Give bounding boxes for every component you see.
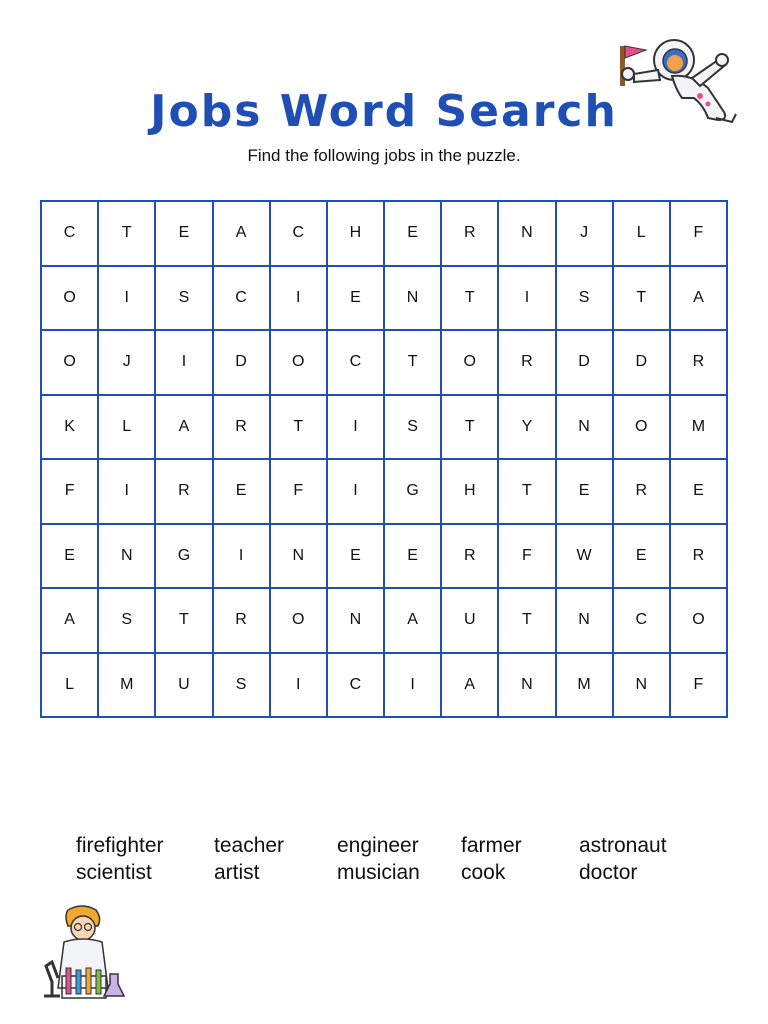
word-item: musician [337, 861, 420, 884]
grid-cell: D [556, 330, 613, 395]
grid-cell: C [613, 588, 670, 653]
grid-cell: L [41, 653, 98, 718]
grid-cell: R [213, 395, 270, 460]
grid-cell: F [41, 459, 98, 524]
grid-cell: M [98, 653, 155, 718]
grid-cell: O [441, 330, 498, 395]
word-list-column [579, 832, 699, 886]
grid-cell: M [556, 653, 613, 718]
grid-cell: O [41, 266, 98, 331]
grid-cell: N [98, 524, 155, 589]
grid-cell: H [441, 459, 498, 524]
grid-cell: C [41, 201, 98, 266]
grid-cell: T [441, 266, 498, 331]
grid-cell: R [213, 588, 270, 653]
word-item: firefighter [76, 834, 164, 857]
grid-cell: I [327, 395, 384, 460]
grid-cell: T [498, 459, 555, 524]
grid-cell: I [270, 266, 327, 331]
word-list-column [76, 832, 214, 886]
grid-cell: I [384, 653, 441, 718]
grid-cell: G [384, 459, 441, 524]
grid-cell: E [384, 201, 441, 266]
word-list [76, 832, 699, 886]
word-list-column [461, 832, 579, 886]
grid-cell: O [270, 588, 327, 653]
grid-cell: R [155, 459, 212, 524]
grid-cell: D [213, 330, 270, 395]
grid-cell: E [327, 524, 384, 589]
grid-cell: R [441, 201, 498, 266]
grid-cell: A [384, 588, 441, 653]
grid-cell: F [670, 653, 727, 718]
word-item: teacher [214, 834, 285, 857]
grid-cell: I [498, 266, 555, 331]
grid-cell: L [613, 201, 670, 266]
word-list-column [337, 832, 461, 886]
grid-cell: R [613, 459, 670, 524]
grid-cell: A [155, 395, 212, 460]
grid-cell: S [98, 588, 155, 653]
grid-cell: F [270, 459, 327, 524]
grid-cell: E [613, 524, 670, 589]
grid-cell: R [670, 524, 727, 589]
grid-cell: C [213, 266, 270, 331]
grid-cell: G [155, 524, 212, 589]
grid-cell: A [41, 588, 98, 653]
grid-cell: Y [498, 395, 555, 460]
grid-cell: I [155, 330, 212, 395]
grid-cell: S [213, 653, 270, 718]
grid-cell: N [270, 524, 327, 589]
grid-cell: O [670, 588, 727, 653]
grid-cell: N [327, 588, 384, 653]
grid-cell: T [98, 201, 155, 266]
grid-cell: H [327, 201, 384, 266]
word-search-grid [40, 200, 728, 718]
grid-cell: N [613, 653, 670, 718]
grid-cell: E [213, 459, 270, 524]
grid-cell: F [498, 524, 555, 589]
word-item: doctor [579, 861, 638, 884]
grid-cell: I [270, 653, 327, 718]
grid-cell: E [155, 201, 212, 266]
grid-cell: N [556, 395, 613, 460]
word-list-column [214, 832, 337, 886]
grid-cell: T [498, 588, 555, 653]
grid-cell: N [556, 588, 613, 653]
grid-cell: O [41, 330, 98, 395]
grid-cell: T [384, 330, 441, 395]
astronaut-illustration [612, 26, 742, 126]
grid-cell: R [670, 330, 727, 395]
scientist-illustration [38, 902, 128, 1002]
grid-cell: F [670, 201, 727, 266]
word-item: engineer [337, 834, 419, 857]
grid-cell: U [441, 588, 498, 653]
grid-cell: E [41, 524, 98, 589]
grid-cell: A [213, 201, 270, 266]
grid-cell: R [441, 524, 498, 589]
grid-cell: T [270, 395, 327, 460]
grid-cell: N [498, 653, 555, 718]
grid-cell: A [670, 266, 727, 331]
grid-cell: J [556, 201, 613, 266]
grid-cell: N [498, 201, 555, 266]
grid-cell: J [98, 330, 155, 395]
grid-cell: I [98, 459, 155, 524]
word-item: scientist [76, 861, 152, 884]
grid-cell: I [98, 266, 155, 331]
word-item: astronaut [579, 834, 667, 857]
instructions: Find the following jobs in the puzzle. [247, 146, 521, 165]
grid-cell: O [270, 330, 327, 395]
grid-cell: M [670, 395, 727, 460]
grid-cell: I [213, 524, 270, 589]
grid-cell: S [556, 266, 613, 331]
grid-cell: E [556, 459, 613, 524]
page-title: Jobs Word Search [150, 86, 618, 137]
word-item: farmer [461, 834, 522, 857]
grid-cell: W [556, 524, 613, 589]
grid-cell: D [613, 330, 670, 395]
grid-cell: C [327, 330, 384, 395]
grid-cell: T [441, 395, 498, 460]
grid-cell: T [155, 588, 212, 653]
grid-cell: S [155, 266, 212, 331]
word-item: cook [461, 861, 506, 884]
grid-cell: U [155, 653, 212, 718]
grid-cell: N [384, 266, 441, 331]
grid-cell: E [384, 524, 441, 589]
grid-cell: E [670, 459, 727, 524]
grid-cell: R [498, 330, 555, 395]
grid-cell: I [327, 459, 384, 524]
grid-cell: C [270, 201, 327, 266]
grid-cell: S [384, 395, 441, 460]
grid-cell: K [41, 395, 98, 460]
grid-cell: L [98, 395, 155, 460]
grid-cell: O [613, 395, 670, 460]
word-item: artist [214, 861, 260, 884]
grid-cell: C [327, 653, 384, 718]
grid-cell: A [441, 653, 498, 718]
grid-cell: E [327, 266, 384, 331]
grid-cell: T [613, 266, 670, 331]
